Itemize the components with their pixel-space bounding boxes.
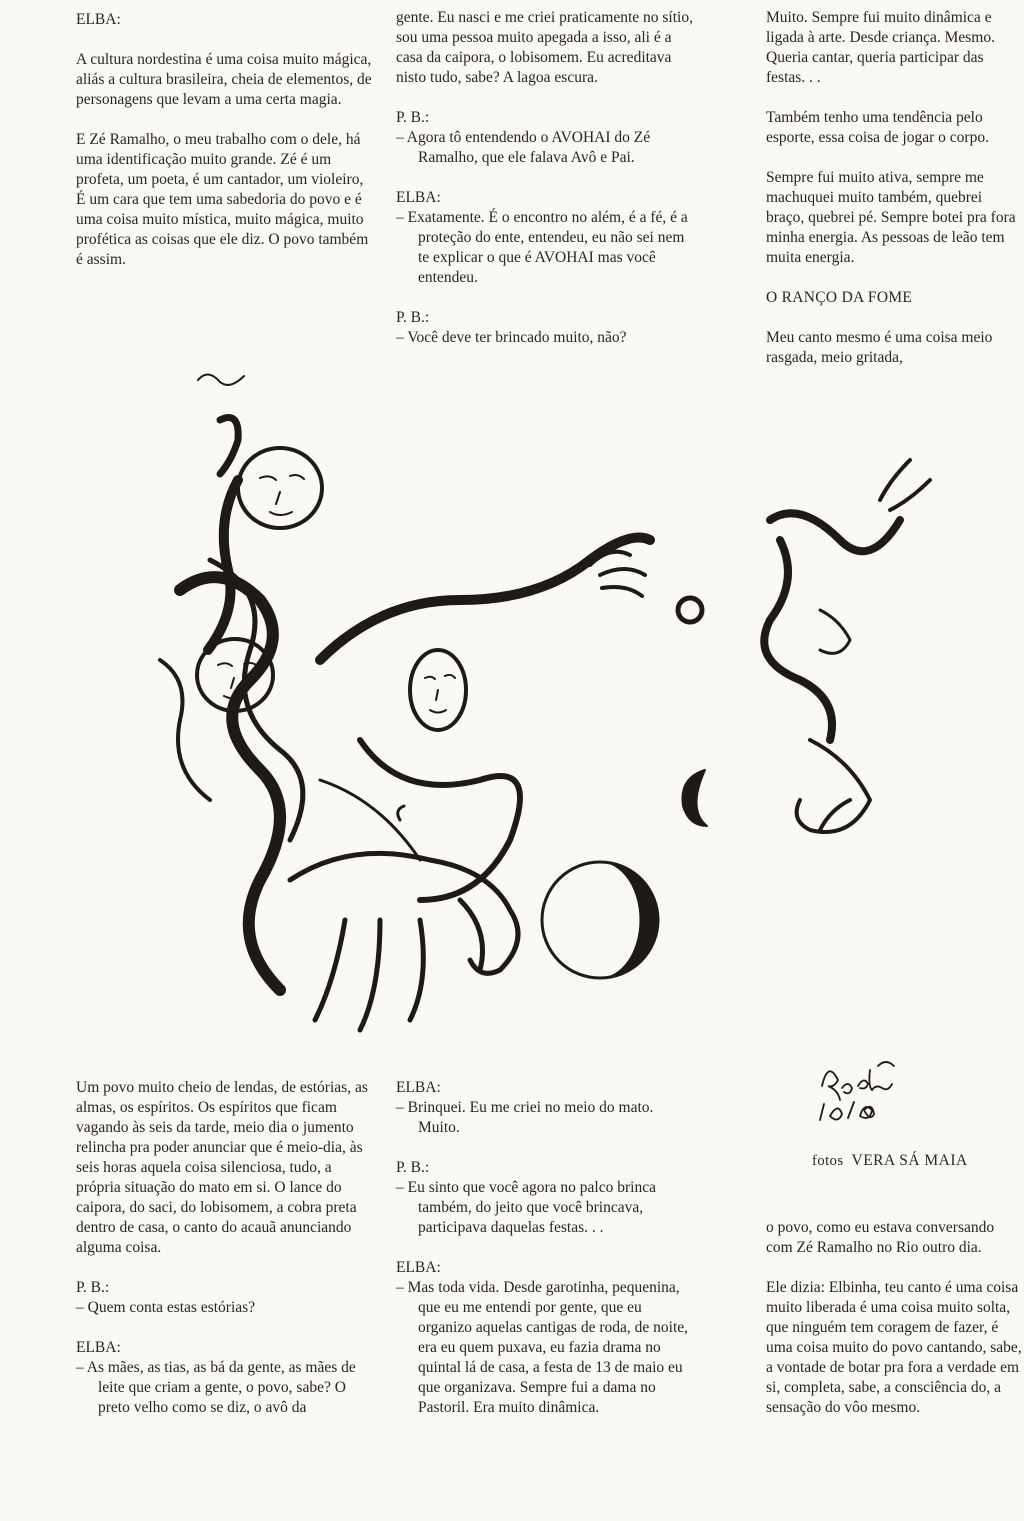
- speaker-label: ELBA:: [76, 1339, 121, 1356]
- column-3: [766, 8, 1024, 368]
- speaker-label: ELBA:: [396, 1079, 441, 1096]
- dialogue-line: – Exatamente. É o encontro no além, é a fé, é a proteção do ente, entendeu, eu não sei nem te explicar o que é AVOHAI mas você entendeu.: [396, 209, 688, 286]
- paragraph: Ele dizia: Elbinha, teu canto é uma coisa muito liberada é uma coisa muito solta, que ninguém tem coragem de fazer, é uma coisa muito do povo cantando, sabe, a vontade de botar pra fora a verdade em si, completa, sabe, a consciência do, a sensação do vôo mesmo.: [766, 1279, 1022, 1416]
- paragraph: E Zé Ramalho, o meu trabalho com o dele, há uma identificação muito grande. Zé é um profeta, um poeta, é um cantador, um violeiro, É um cara que tem uma sabedoria do povo e é uma coisa muito mística, muito mágica, muito profética as coisas que ele diz. O povo também é assim.: [76, 131, 369, 268]
- speaker-label: ELBA:: [396, 1259, 441, 1276]
- column-1: [76, 10, 376, 270]
- dialogue-line: – Eu sinto que você agora no palco brinca também, do jeito que você brincava, participava daquelas festas. . .: [396, 1179, 656, 1236]
- speaker-label: ELBA:: [76, 11, 121, 28]
- speaker-label: ELBA:: [396, 189, 441, 206]
- hand-drawing: [290, 853, 518, 1030]
- paragraph: Um povo muito cheio de lendas, de estórias, as almas, os espíritos. Os espíritos que ficam vagando às seis da tarde, meio dia o jumento relincha pra poder anunciar que é meio-dia, às seis horas aquela coisa silenciosa, tudo, a própria situação do mato em si. O lance do caipora, do saci, do lobisomem, a cobra preta dentro de casa, o canto do acauã anunciando alguma coisa.: [76, 1079, 368, 1256]
- speaker-label: P. B.:: [396, 109, 430, 126]
- paragraph: Sempre fui muito ativa, sempre me machuquei muito também, quebrei braço, quebrei pé. Sempre botei pra fora minha energia. As pessoas de leão tem muita energia.: [766, 169, 1016, 266]
- dialogue-line: – As mães, as tias, as bá da gente, as mães de leite que criam a gente, o povo, sabe? O preto velho como se diz, o avô da: [76, 1359, 356, 1416]
- crescent-sphere: [682, 770, 707, 826]
- hand-drawing: [797, 740, 870, 832]
- paragraph: Também tenho uma tendência pelo esporte, essa coisa de jogar o corpo.: [766, 109, 989, 146]
- paragraph: o povo, como eu estava conversando com Zé Ramalho no Rio outro dia.: [766, 1219, 995, 1256]
- column-2: [396, 8, 696, 348]
- paragraph: A cultura nordestina é uma coisa muito mágica, aliás a cultura brasileira, cheia de elementos, de personagens que levam a uma certa magia.: [76, 51, 372, 108]
- dialogue-line: – Mas toda vida. Desde garotinha, pequenina, que eu me entendi por gente, que eu organizo aquelas cantigas de roda, de noite, era eu quem puxava, eu fazia drama no quintal lá de casa, a festa de 13 de maio eu que organizava. Sempre fui a dama no Pastoril. Era muito dinâmica.: [396, 1279, 689, 1416]
- small-sphere: [678, 598, 702, 622]
- speaker-label: P. B.:: [76, 1279, 110, 1296]
- column-5: [396, 1078, 696, 1418]
- paragraph: Meu canto mesmo é uma coisa meio rasgada, meio gritada,: [766, 329, 993, 366]
- dialogue-line: – Quem conta estas estórias?: [76, 1299, 256, 1316]
- column-4: [76, 1078, 376, 1418]
- dialogue-line: – Brinquei. Eu me criei no meio do mato. Muito.: [396, 1099, 654, 1136]
- credit-label: fotos: [812, 1153, 844, 1169]
- credit-name: VERA SÁ MAIA: [851, 1152, 968, 1169]
- speaker-label: P. B.:: [396, 309, 430, 326]
- paragraph: Muito. Sempre fui muito dinâmica e ligada à arte. Desde criança. Mesmo. Queria cantar, queria participar das festas. . .: [766, 9, 995, 86]
- dialogue-line: – Você deve ter brincado muito, não?: [396, 329, 627, 346]
- artist-signature: [812, 1056, 922, 1136]
- photo-credit: [812, 1152, 968, 1170]
- ink-illustration: [120, 360, 1020, 1080]
- dialogue-line: – Agora tô entendendo o AVOHAI do Zé Ramalho, que ele falava Avô e Pai.: [396, 129, 651, 166]
- column-6: [766, 1218, 1024, 1418]
- paragraph: gente. Eu nasci e me criei praticamente no sítio, sou uma pessoa muito apegada a isso, ali é a casa da caipora, o lobisomem. Eu acreditava nisto tudo, sabe? A lagoa escura.: [396, 9, 693, 86]
- speaker-label: P. B.:: [396, 1159, 430, 1176]
- section-heading: O RANÇO DA FOME: [766, 289, 913, 306]
